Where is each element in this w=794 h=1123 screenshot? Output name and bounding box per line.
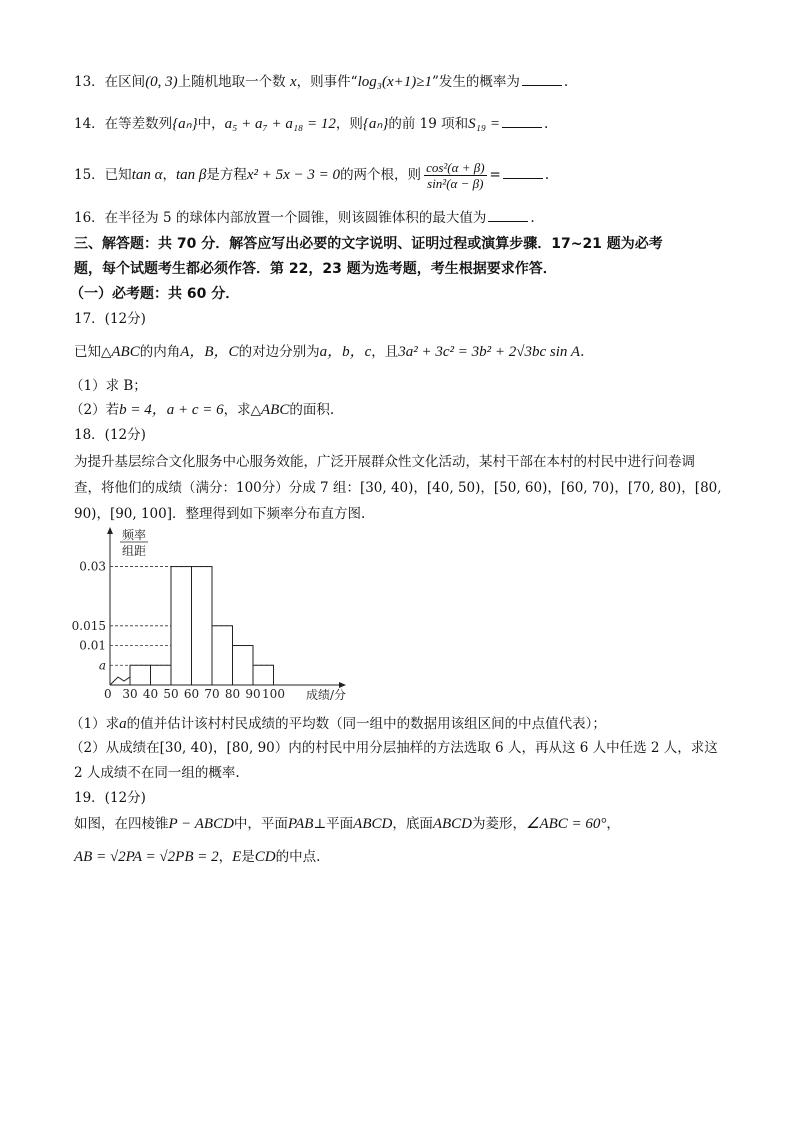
subsection-heading: （一）必考题：共 60 分．: [70, 286, 240, 302]
question-17-part-2: （2）若b = 4，a + c = 6，求△ABC的面积.: [70, 402, 335, 418]
interval: (0, 3): [145, 74, 178, 90]
origin-label: 0: [104, 687, 112, 700]
answer-blank[interactable]: [522, 73, 562, 86]
event-expression: log₃(x+1)≥1: [357, 74, 432, 90]
x-tick-label: 40: [142, 687, 159, 700]
histogram-bar: [130, 665, 151, 685]
question-18-stem-line-1: 为提升基层综合文化服务中心服务效能，广泛开展群众性文化活动，某村干部在本村的村民中进行问卷调: [74, 454, 695, 470]
y-label-bottom: 组距: [122, 544, 147, 558]
equation: x² + 5x − 3 = 0: [246, 167, 341, 183]
question-18-stem-line-2: 查，将他们的成绩（满分：100分）分成 7 组：[30, 40)，[40, 50)，[50, 60)，[60, 70)，[70, 80)，[80,: [74, 480, 722, 496]
y-tick-label: 0.03: [79, 559, 106, 574]
x-axis-label: 成绩/分: [306, 688, 347, 700]
x-tick-label: 50: [163, 687, 179, 700]
y-axis-arrow: [107, 527, 113, 534]
x-tick-label: 60: [183, 687, 200, 700]
answer-blank[interactable]: [502, 115, 542, 128]
question-18-part-2-line-2: 2 人成绩不在同一组的概率.: [74, 765, 240, 781]
y-label-top: 频率: [122, 528, 147, 542]
x-tick-label: 30: [122, 687, 138, 700]
answer-blank[interactable]: [503, 166, 543, 179]
y-tick-label: a: [98, 658, 106, 673]
histogram-bar: [171, 567, 192, 685]
question-18-part-2-line-1: （2）从成绩在[30, 40)，[80, 90）内的村民中用分层抽样的方法选取 6 人，再从这 6 人中任选 2 人，求这: [70, 740, 718, 756]
histogram-bar: [192, 567, 213, 685]
histogram-bar: [253, 665, 274, 685]
x-tick-label: 70: [204, 687, 220, 700]
question-14: 14．在等差数列{aₙ}中，a₅ + a₇ + a₁₈ = 12，则{aₙ}的前 19 项和S₁₉ = .: [74, 116, 549, 132]
question-18-part-1: （1）求a的值并估计该村村民成绩的平均数（同一组中的数据用该组区间的中点值代表）；: [70, 716, 606, 732]
question-16: 16．在半径为 5 的球体内部放置一个圆锥，则该圆锥体积的最大值为 .: [74, 210, 535, 226]
question-18-stem-line-3: 90)，[90, 100]．整理得到如下频率分布直方图.: [74, 506, 366, 522]
answer-blank[interactable]: [488, 209, 528, 222]
histogram-bar: [151, 665, 172, 685]
section-heading-cont: 题，每个试题考生都必须作答．第 22，23 题为选考题，考生根据要求作答．: [74, 261, 557, 277]
x-tick-label: 80: [224, 687, 241, 700]
question-17-header: 17．(12分): [74, 311, 146, 327]
condition: a₅ + a₇ + a₁₈ = 12: [224, 116, 336, 132]
question-17-part-1: （1）求 B；: [70, 378, 147, 394]
x-tick-label: 90: [245, 687, 261, 700]
y-tick-label: 0.01: [79, 638, 106, 653]
variable-x: x: [289, 74, 297, 90]
question-15: 15．已知tan α，tan β是方程x² + 5x − 3 = 0的两个根，则 $\frac{\text{cos²(α + β)}}{\text{sin²(α − β)}}$ = .: [74, 160, 550, 191]
section-heading: 三、解答题：共 70 分．解答应写出必要的文字说明、证明过程或演算步骤．17~21 题为必考: [74, 236, 663, 252]
axis-break: [110, 677, 130, 685]
y-tick-label: 0.015: [71, 618, 106, 633]
question-17-stem: 已知△ABC的内角A，B，C的对边分别为a，b，c，且3a² + 3c² = 3b² + 2√3bc sin A.: [74, 344, 585, 360]
histogram-bar: [212, 626, 233, 685]
question-19-stem-line-2: AB = √2PA = √2PB = 2，E是CD的中点.: [74, 849, 321, 865]
question-19-stem: 如图，在四棱锥P − ABCD中，平面PAB⊥平面ABCD，底面ABCD为菱形，∠ABC = 60°，: [74, 816, 620, 832]
question-18-header: 18．(12分): [74, 427, 146, 443]
frequency-histogram: [70, 525, 370, 700]
fraction: $\frac{\text{cos²(α + β)}}{\text{sin²(α − β)}}$: [426, 160, 485, 191]
equation: 3a² + 3c² = 3b² + 2√3bc sin A: [398, 344, 581, 360]
question-19-header: 19．(12分): [74, 790, 146, 806]
histogram-bar: [233, 646, 254, 685]
x-tick-label: 100: [262, 687, 285, 700]
question-13: 13．在区间(0, 3)上随机地取一个数 x，则事件“log₃(x+1)≥1”发生的概率为 .: [74, 74, 569, 90]
